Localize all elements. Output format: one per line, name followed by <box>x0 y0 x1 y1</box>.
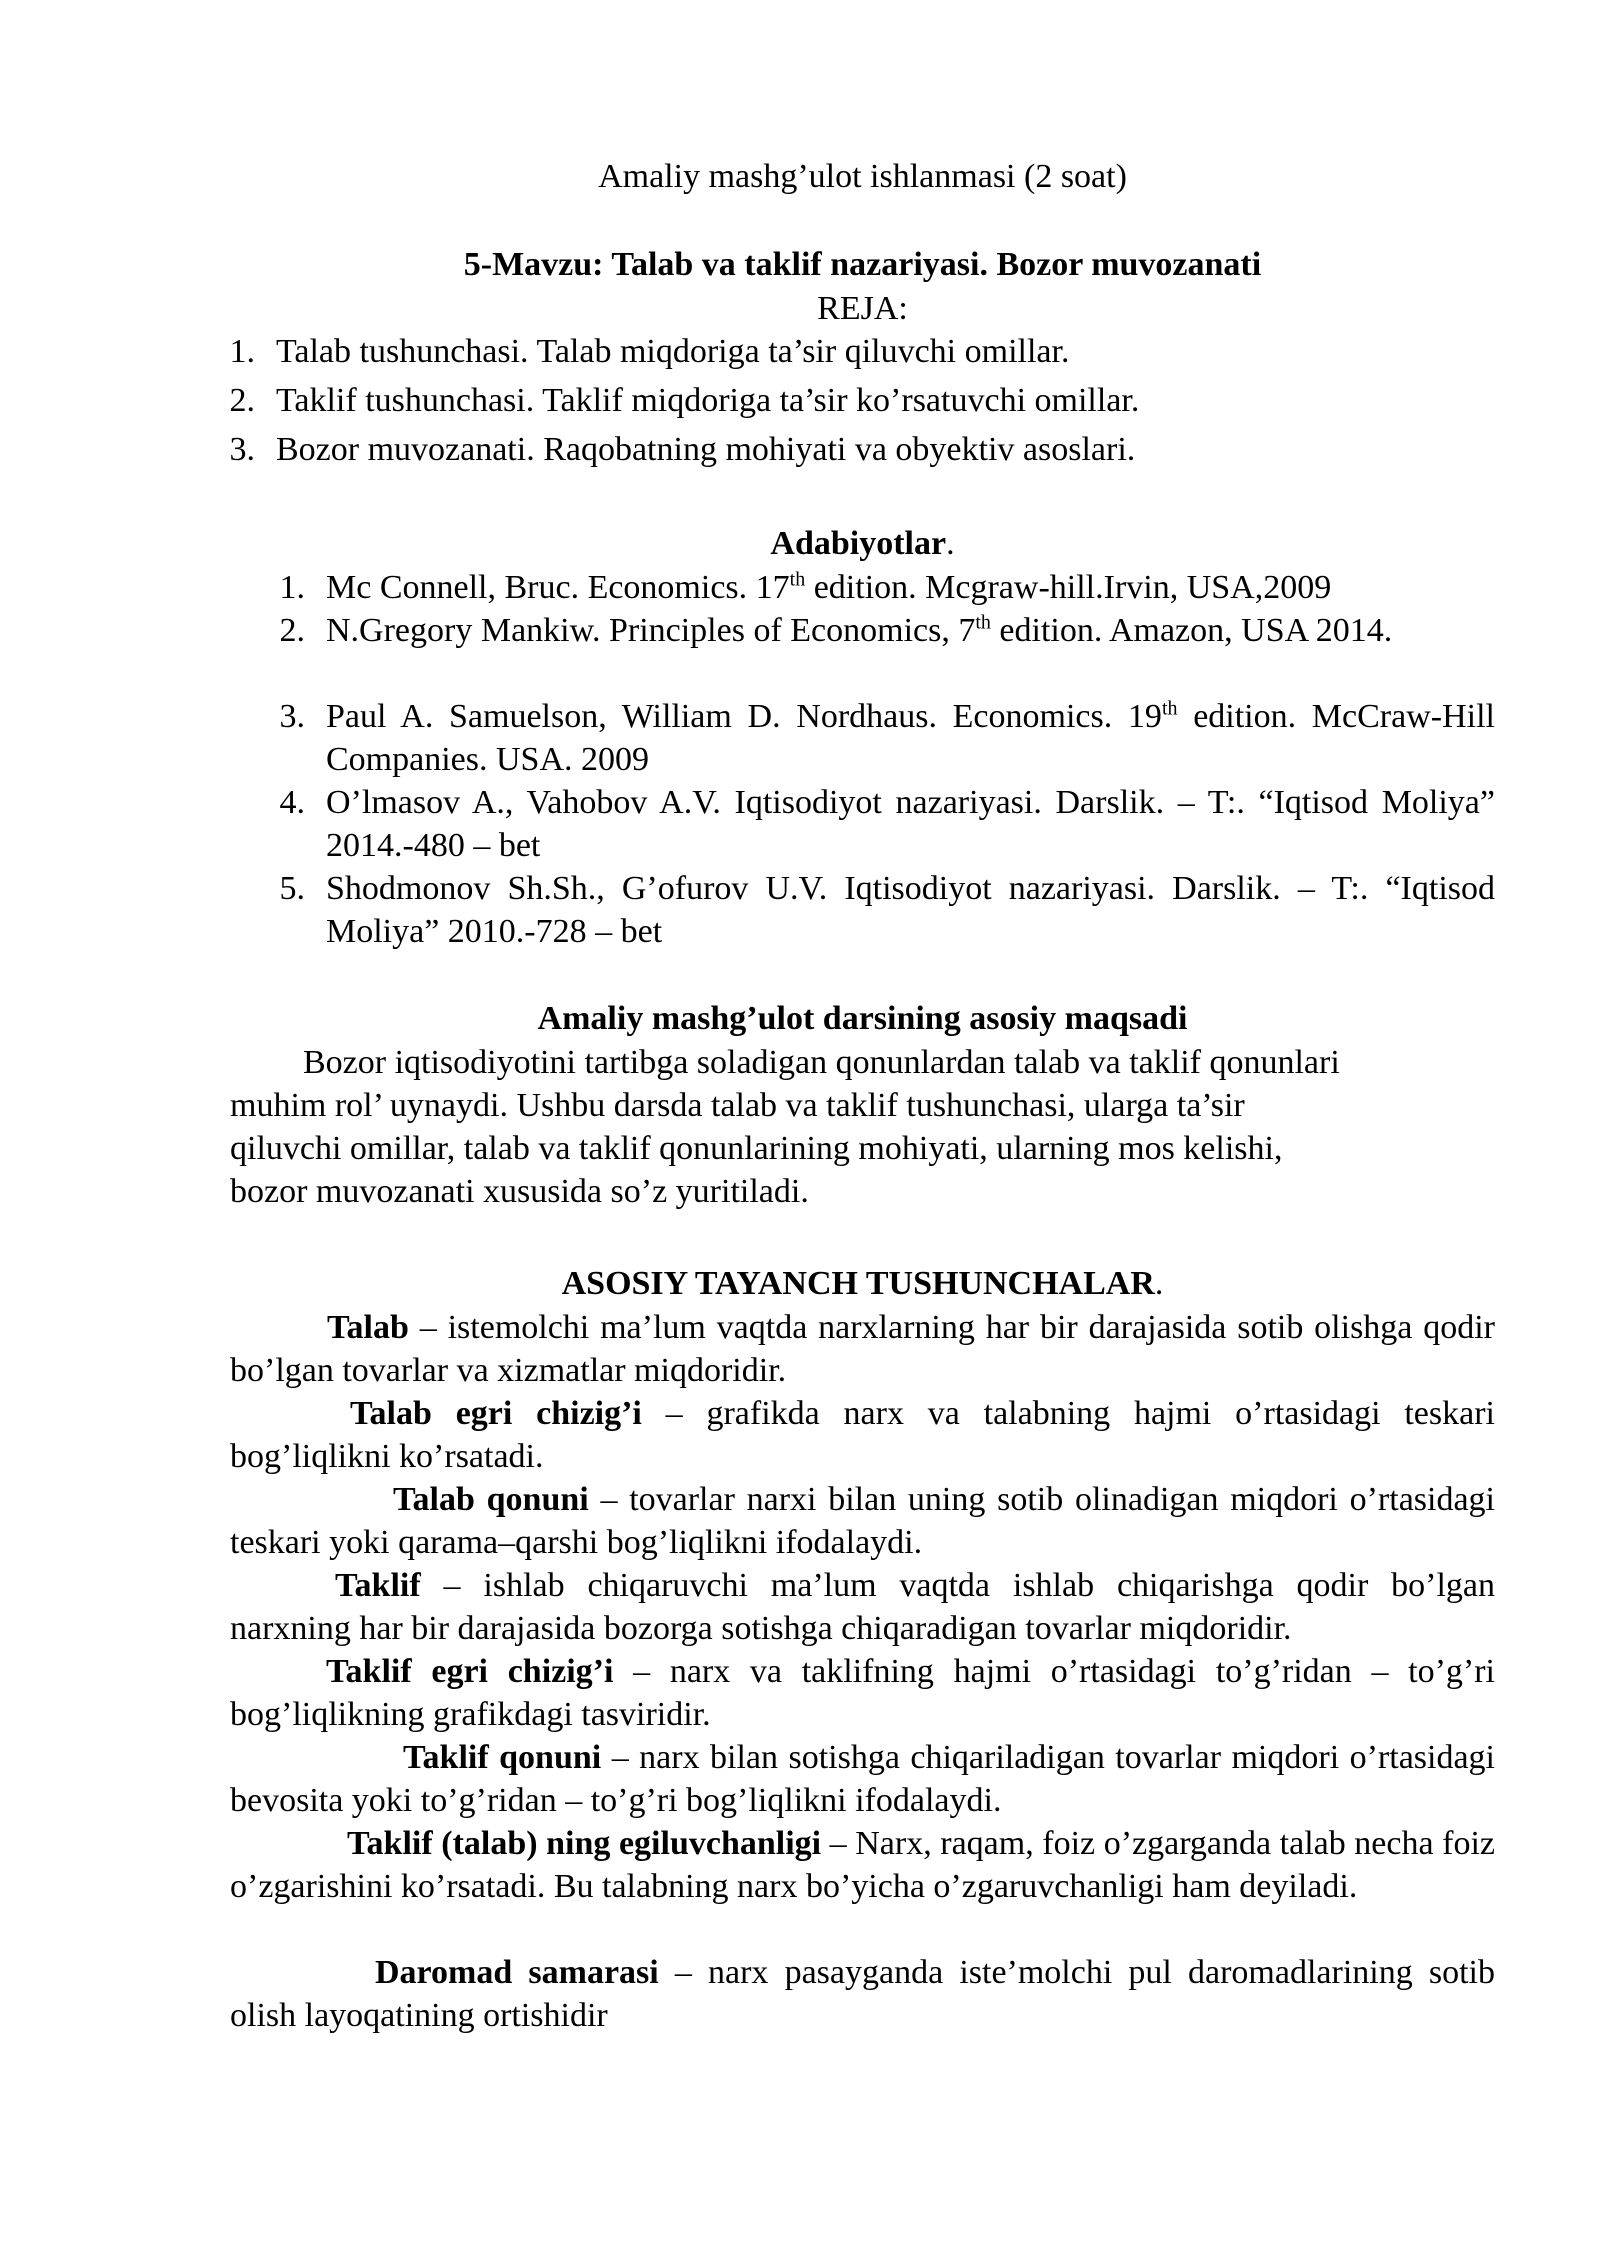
literature-list <box>230 566 1495 953</box>
literature-item-text <box>326 695 1495 781</box>
topic-heading: 5-Mavzu: Talab va taklif nazariyasi. Bozor muvozanati <box>463 246 1262 283</box>
literature-text-part: Paul A. Samuelson, William D. Nordhaus. Economics. 19 <box>326 698 1162 735</box>
concept-definition: – tovarlar narxi bilan uning sotib olinadigan miqdori o’rtasidagi teskari yoki qarama–qarshi bog’liqlikni ifodalaydi. <box>230 1481 1495 1561</box>
concept-item <box>230 1564 1495 1650</box>
concept-definition: – narx va taklifning hajmi o’rtasidagi to’g’ridan – to’g’ri bog’liqlikning grafikdagi tasviridir. <box>230 1653 1496 1733</box>
concept-item <box>230 1650 1495 1736</box>
concept-term: Taklif (talab) ning egiluvchanligi <box>347 1825 822 1862</box>
goal-heading: Amaliy mashg’ulot darsining asosiy maqsadi <box>537 1000 1188 1037</box>
concept-term: Taklif qonuni <box>403 1739 602 1776</box>
literature-item <box>230 867 1495 953</box>
concept-item <box>230 1306 1495 1392</box>
literature-item <box>230 695 1495 781</box>
concepts-heading-dot: . <box>1154 1265 1164 1302</box>
literature-text-part: Mc Connell, Bruc. Economics. 17 <box>326 569 790 606</box>
plan-item-number: 2. <box>229 382 255 419</box>
superscript: th <box>1161 697 1178 720</box>
superscript: th <box>975 611 991 634</box>
literature-item-text <box>326 566 1495 609</box>
concept-definition: – grafikda narx va talabning hajmi o’rtasidagi teskari bog’liqlikni ko’rsatadi. <box>230 1395 1495 1475</box>
literature-item-number: 1. <box>279 569 305 606</box>
document-title: Amaliy mashg’ulot ishlanmasi (2 soat) <box>598 158 1127 195</box>
concept-term: Talab egri chizig’i <box>350 1395 642 1432</box>
concept-item <box>230 1736 1495 1822</box>
literature-heading <box>230 522 1495 565</box>
concept-item <box>230 1392 1495 1478</box>
plan-item-text: Bozor muvozanati. Raqobatning mohiyati va obyektiv asoslari. <box>276 431 1136 468</box>
plan-item-text: Taklif tushunchasi. Taklif miqdoriga ta’sir ko’rsatuvchi omillar. <box>276 382 1140 419</box>
goal-line: qiluvchi omillar, talab va taklif qonunlarining mohiyati, ularning mos kelishi, <box>230 1130 1283 1167</box>
literature-item-number: 5. <box>279 870 305 907</box>
concepts-heading-text: ASOSIY TAYANCH TUSHUNCHALAR <box>561 1265 1155 1302</box>
concepts-heading <box>230 1262 1495 1305</box>
concept-definition: – narx bilan sotishga chiqariladigan tovarlar miqdori o’rtasidagi bevosita yoki to’g’ridan – to’g’ri bog’liqlikni ifodalaydi. <box>230 1739 1496 1819</box>
concept-term: Taklif egri chizig’i <box>326 1653 614 1690</box>
goal-line: bozor muvozanati xususida so’z yuritiladi. <box>230 1173 809 1210</box>
literature-item-number: 3. <box>279 698 305 735</box>
literature-item-number: 4. <box>279 784 305 821</box>
concept-definition: – narx pasayganda iste’molchi pul daromadlarining sotib olish layoqatining ortishidir <box>230 1954 1495 2034</box>
concept-definition: – ishlab chiqaruvchi ma’lum vaqtda ishlab chiqarishga qodir bo’lgan narxning har bir darajasida bozorga sotishga chiqaradigan tovarlar miqdoridir. <box>230 1567 1495 1647</box>
concept-term: Talab qonuni <box>393 1481 589 1518</box>
literature-text-part: edition. Amazon, USA 2014. <box>990 612 1393 649</box>
concept-item <box>230 1951 1495 2037</box>
superscript: th <box>789 568 806 591</box>
concept-item <box>230 1478 1495 1564</box>
concept-term: Talab <box>327 1309 409 1346</box>
literature-item <box>230 781 1495 867</box>
literature-heading-text: Adabiyotlar <box>770 525 947 562</box>
literature-item-text: O’lmasov A., Vahobov A.V. Iqtisodiyot nazariyasi. Darslik. – T:. “Iqtisod Moliya” 2014.-480 – bet <box>326 784 1495 864</box>
concept-item <box>230 1822 1495 1951</box>
plan-item <box>230 330 1495 379</box>
literature-item-text: Shodmonov Sh.Sh., G’ofurov U.V. Iqtisodiyot nazariyasi. Darslik. – T:. “Iqtisod Moliya” 2010.-728 – bet <box>326 870 1495 950</box>
plan-heading: REJA: <box>817 290 908 327</box>
plan-item-number: 3. <box>229 431 255 468</box>
plan-item-text: Talab tushunchasi. Talab miqdoriga ta’sir qiluvchi omillar. <box>276 333 1070 370</box>
literature-text-part: N.Gregory Mankiw. Principles of Economics, 7 <box>326 612 976 649</box>
goal-paragraph <box>230 1041 1495 1213</box>
literature-heading-dot: . <box>946 525 955 562</box>
literature-item <box>230 566 1495 609</box>
goal-line: Bozor iqtisodiyotini tartibga soladigan qonunlardan talab va taklif qonunlari <box>303 1044 1340 1081</box>
literature-text-part: edition. Mcgraw-hill.Irvin, USA,2009 <box>805 569 1332 606</box>
plan-list <box>230 330 1495 477</box>
literature-text-part: edition. McCraw-Hill Companies. USA. 2009 <box>326 698 1495 778</box>
concept-definition: – Narx, raqam, foiz o’zgarganda talab necha foiz o’zgarishini ko’rsatadi. Bu talabning narx bo’yicha o’zgaruvchanligi ham deyiladi. <box>230 1825 1495 1905</box>
plan-item <box>230 379 1495 428</box>
concept-term: Taklif <box>335 1567 421 1604</box>
goal-line: muhim rol’ uynaydi. Ushbu darsda talab va taklif tushunchasi, ularga ta’sir <box>230 1087 1245 1124</box>
literature-item-number: 2. <box>279 612 305 649</box>
plan-item <box>230 428 1495 477</box>
plan-item-number: 1. <box>229 333 255 370</box>
literature-item-text <box>326 609 1495 652</box>
concepts-list <box>230 1306 1495 2037</box>
literature-item <box>230 609 1495 695</box>
concept-term: Daromad samarasi <box>375 1954 659 1991</box>
concept-definition: – istemolchi ma’lum vaqtda narxlarning har bir darajasida sotib olishga qodir bo’lgan tovarlar va xizmatlar miqdoridir. <box>230 1309 1495 1389</box>
